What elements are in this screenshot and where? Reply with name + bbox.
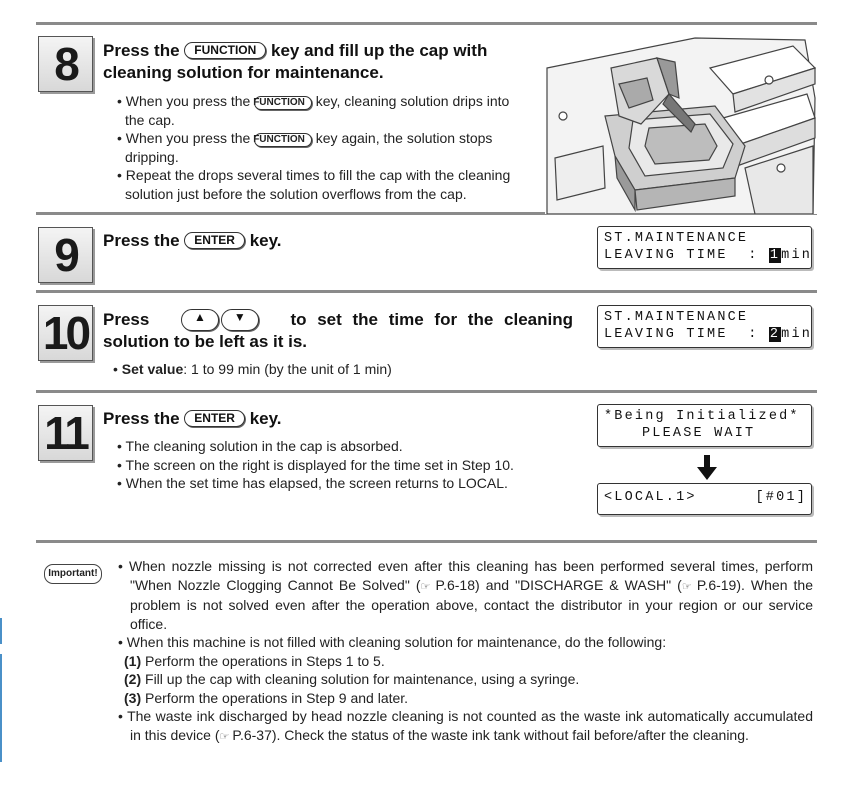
page-ref-icon: ☞ bbox=[420, 580, 436, 593]
page-ref-icon: ☞ bbox=[219, 730, 233, 743]
important-notes bbox=[116, 557, 813, 746]
list-item: • When nozzle missing is not corrected even after this cleaning has been performed several times, perform "When Nozzle Clogging Cannot Be Solved" (☞ P.6-18) and "DISCHARGE & WASH" (☞ P.6-19). When the problem is not solved even after the operation above, contact the distributor in your region or our service office. bbox=[118, 558, 814, 632]
list-item: • The cleaning solution in the cap is absorbed. bbox=[117, 438, 403, 454]
divider bbox=[36, 540, 817, 543]
lcd-line: *Being Initialized* bbox=[604, 409, 800, 424]
lcd-line: ST.MAINTENANCE bbox=[604, 231, 749, 246]
lcd-line: LEAVING TIME : 1min bbox=[604, 248, 813, 263]
maintenance-cap-illustration bbox=[545, 28, 817, 214]
page-ref-icon: ☞ bbox=[681, 580, 697, 593]
enter-key-icon: ENTER bbox=[184, 410, 245, 427]
step-title: Press the ENTER key. bbox=[103, 231, 282, 250]
divider bbox=[36, 22, 817, 25]
enter-key-icon: ENTER bbox=[184, 232, 245, 249]
function-key-icon: FUNCTION bbox=[254, 96, 312, 110]
page-edge-mark bbox=[0, 618, 2, 644]
lcd-display bbox=[597, 404, 812, 447]
step-title: Press the ENTER key. bbox=[103, 409, 282, 428]
bullet-list bbox=[113, 92, 531, 203]
sub-step: (1) Perform the operations in Steps 1 to 5. bbox=[124, 652, 385, 669]
bullet-list bbox=[113, 437, 553, 493]
step-number: 10 bbox=[38, 305, 93, 361]
step-number: 8 bbox=[38, 36, 93, 92]
lcd-line: <LOCAL.1> bbox=[604, 490, 697, 505]
sub-step: (2) Fill up the cap with cleaning solution for maintenance, using a syringe. bbox=[124, 671, 580, 687]
page-edge-mark bbox=[0, 654, 2, 762]
divider bbox=[36, 390, 817, 393]
important-badge: Important! bbox=[44, 564, 102, 584]
function-key-icon: FUNCTION bbox=[254, 133, 312, 147]
lcd-display bbox=[597, 226, 812, 269]
list-item: • When this machine is not filled with cleaning solution for maintenance, do the following: bbox=[118, 634, 667, 650]
lcd-line: ST.MAINTENANCE bbox=[604, 310, 749, 325]
list-item: • When you press the FUNCTION key again, the solution stops dripping. bbox=[117, 130, 493, 165]
title-text: cleaning solution for maintenance. bbox=[103, 63, 384, 82]
up-arrow-key-icon: ▲ bbox=[181, 309, 219, 331]
function-key-icon: FUNCTION bbox=[184, 42, 266, 59]
lcd-line: LEAVING TIME : 2min bbox=[604, 327, 813, 342]
lcd-line: PLEASE WAIT bbox=[642, 426, 756, 441]
step-number: 9 bbox=[38, 227, 93, 283]
title-text: Press the bbox=[103, 41, 180, 60]
lcd-cursor-value: 2 bbox=[769, 327, 781, 342]
lcd-display bbox=[597, 305, 812, 348]
list-item: • Repeat the drops several times to fill the cap with the cleaning solution just before the solution overflows from the cap. bbox=[117, 167, 511, 202]
step-number: 11 bbox=[38, 405, 93, 461]
arrow-keys bbox=[181, 309, 259, 331]
sub-step: (3) Perform the operations in Step 9 and later. bbox=[124, 689, 409, 706]
set-value-note: • Set value: 1 to 99 min (by the unit of 1 min) bbox=[113, 361, 392, 377]
lcd-cursor-value: 1 bbox=[769, 248, 781, 263]
list-item: • The waste ink discharged by head nozzle cleaning is not counted as the waste ink automatically accumulated in this device (☞ P.6-37). Check the status of the waste ink tank without fail before/after the cleaning. bbox=[118, 708, 813, 743]
list-item: • The screen on the right is displayed for the time set in Step 10. bbox=[117, 456, 514, 473]
lcd-line: [#01] bbox=[755, 490, 807, 505]
arrow-down-icon bbox=[697, 455, 717, 481]
lcd-display bbox=[597, 483, 812, 515]
step-title: Press ▲ ▼ to set the time for the cleaning solution to be left as it is. bbox=[103, 310, 573, 351]
title-text: key and fill up the cap with bbox=[271, 41, 488, 60]
step-title bbox=[103, 40, 533, 84]
divider bbox=[36, 290, 817, 293]
list-item: • When the set time has elapsed, the screen returns to LOCAL. bbox=[117, 475, 508, 491]
down-arrow-key-icon: ▼ bbox=[221, 309, 259, 331]
list-item: • When you press the FUNCTION key, cleaning solution drips into the cap. bbox=[117, 93, 510, 128]
